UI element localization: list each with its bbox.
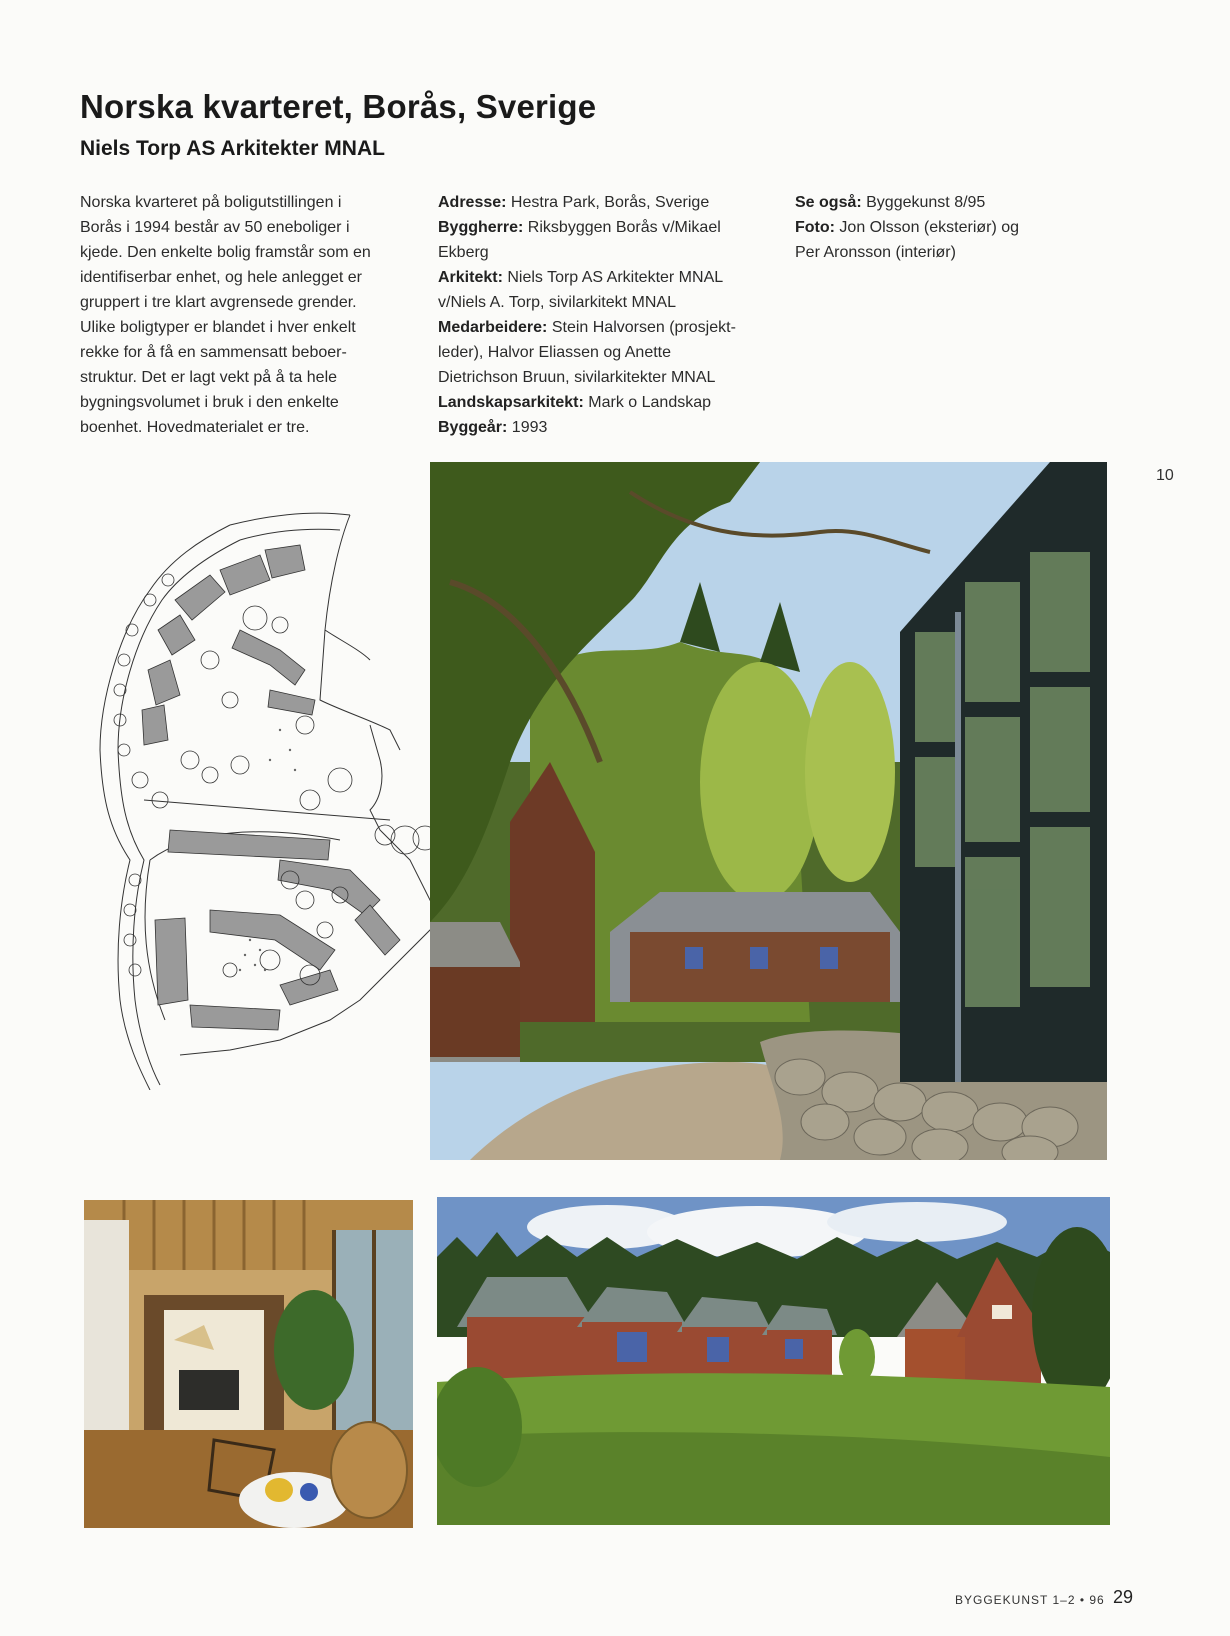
credit-label: Medarbeidere: [438, 319, 548, 336]
village-photo [437, 1197, 1110, 1525]
credit-label: Byggherre: [438, 219, 524, 236]
credit-label: Landskapsarkitekt: [438, 394, 584, 411]
credit-value: Byggekunst 8/95 [861, 194, 986, 211]
body-line: Norska kvarteret på boligutstillingen i [80, 194, 342, 211]
credit-value: Dietrichson Bruun, sivilarkitekter MNAL [438, 369, 716, 386]
body-line: struktur. Det er lagt vekt på å ta hele [80, 369, 338, 386]
credit-value: Ekberg [438, 244, 489, 261]
credit-line [438, 215, 768, 240]
body-line: kjede. Den enkelte bolig framstår som en [80, 244, 371, 261]
credit-line [438, 365, 768, 390]
body-line: Borås i 1994 består av 50 eneboliger i [80, 219, 350, 236]
footer-journal: BYGGEKUNST 1–2 • 96 [955, 1593, 1105, 1607]
credit-label: Adresse: [438, 194, 507, 211]
credit-line [438, 390, 768, 415]
credit-label: Byggeår: [438, 419, 508, 436]
credit-value: Jon Olsson (eksteriør) og [834, 219, 1020, 236]
body-line: bygningsvolumet i bruk i den enkelte [80, 394, 339, 411]
village-photo-svg [437, 1197, 1110, 1525]
courtyard-photo [430, 462, 1107, 1160]
body-text [80, 190, 410, 440]
figure-number: 10 [1156, 467, 1174, 484]
see-also-credits [795, 190, 1075, 265]
credit-line [438, 240, 768, 265]
credit-value: Hestra Park, Borås, Sverige [506, 194, 710, 211]
credit-value: Niels Torp AS Arkitekter MNAL [502, 269, 724, 286]
credit-line [438, 315, 768, 340]
article-subtitle: Niels Torp AS Arkitekter MNAL [80, 137, 385, 160]
credit-label: Foto: [795, 219, 835, 236]
body-line: gruppert i tre klart avgrensede grender. [80, 294, 357, 311]
body-line: identifiserbar enhet, og hele anlegget er [80, 269, 362, 286]
body-line: rekke for å få en sammensatt beboer- [80, 344, 347, 361]
interior-photo-svg [84, 1200, 413, 1528]
credit-value: 1993 [507, 419, 548, 436]
credit-line [795, 215, 1075, 240]
credit-line [438, 415, 768, 440]
credit-line [438, 340, 768, 365]
credit-line [438, 265, 768, 290]
site-plan-svg [80, 500, 430, 1090]
body-line: Ulike boligtyper er blandet i hver enkelt [80, 319, 356, 336]
credit-line [795, 240, 1075, 265]
page-number: 29 [1113, 1587, 1134, 1607]
body-line: boenhet. Hovedmaterialet er tre. [80, 419, 310, 436]
credit-value: Per Aronsson (interiør) [795, 244, 956, 261]
credit-value: Riksbyggen Borås v/Mikael [523, 219, 721, 236]
credit-value: Mark o Landskap [583, 394, 712, 411]
project-credits [438, 190, 768, 440]
credit-value: Stein Halvorsen (prosjekt- [547, 319, 736, 336]
credit-label: Arkitekt: [438, 269, 503, 286]
credit-line [795, 190, 1075, 215]
article-title: Norska kvarteret, Borås, Sverige [80, 88, 597, 125]
site-plan-drawing [80, 500, 430, 1090]
interior-photo [84, 1200, 413, 1528]
credit-line [438, 290, 768, 315]
credit-value: v/Niels A. Torp, sivilarkitekt MNAL [438, 294, 676, 311]
credit-line [438, 190, 768, 215]
credit-value: leder), Halvor Eliassen og Anette [438, 344, 672, 361]
courtyard-photo-svg [430, 462, 1107, 1160]
credit-label: Se også: [795, 194, 862, 211]
